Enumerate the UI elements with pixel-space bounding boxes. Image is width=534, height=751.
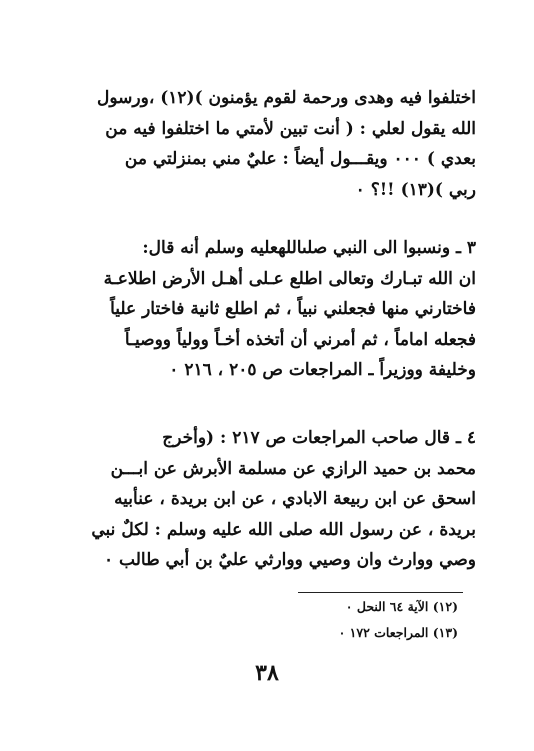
- text-line: وصي ووارث وان وصيي ووارثي عليٌ بن أبي طالب ٠: [103, 550, 476, 570]
- footnote-divider: [298, 592, 463, 593]
- text-line: بريدة ، عن رسول الله صلى الله عليه وسلم : لكلٌ نبي: [91, 519, 476, 540]
- text-line: بعدي ) ٠٠٠ ويقـــول أيضاً : عليٌ مني بمنزلتي من: [124, 149, 476, 169]
- text-line: اختلفوا فيه وهدى ورحمة لقوم يؤمنون )(١٢) ،ورسول: [97, 88, 476, 108]
- paragraph-1: [56, 83, 476, 205]
- text-line: فجعله اماماً ، ثم أمرني أن أتخذه أخـاً وولياً ووصيـاً: [124, 329, 476, 350]
- text-line: ان الله تبـارك وتعالى اطلع عـلى أهـل الأرض اطلاعـة: [103, 268, 476, 289]
- text-line: فاختارني منها فجعلني نبياً ، ثم اطلع ثانية فاختار علياً: [110, 299, 476, 319]
- paragraph-3: [56, 423, 476, 576]
- page-number: ٣٨: [255, 660, 279, 686]
- paragraph-2: [56, 233, 476, 386]
- text-line: ٣ ـ ونسبوا الى النبي صلىاللهعليه وسلم أنه قال:: [142, 238, 476, 258]
- text-line: اسحق عن ابن ربيعة الابادي ، عن ابن بريدة ، عنأبيه: [114, 489, 476, 509]
- footnote-12: (١٢) الآية ٦٤ النحل ٠: [345, 599, 458, 614]
- text-line: وخليفة ووزيراً ـ المراجعات ص ٢٠٥ ، ٢١٦ ٠: [169, 360, 476, 380]
- text-line: ربي )(١٣) !!؟ ٠: [355, 179, 476, 200]
- text-line: الله يقول لعلي : ( أنت تبين لأمتي ما اختلفوا فيه من: [105, 118, 476, 139]
- text-line: محمد بن حميد الرازي عن مسلمة الأبرش عن ابـــن: [110, 458, 476, 479]
- text-line: ٤ ـ قال صاحب المراجعات ص ٢١٧ : (وأخرج: [162, 428, 476, 448]
- footnote-13: (١٣) المراجعات ١٧٢ ٠: [338, 625, 458, 640]
